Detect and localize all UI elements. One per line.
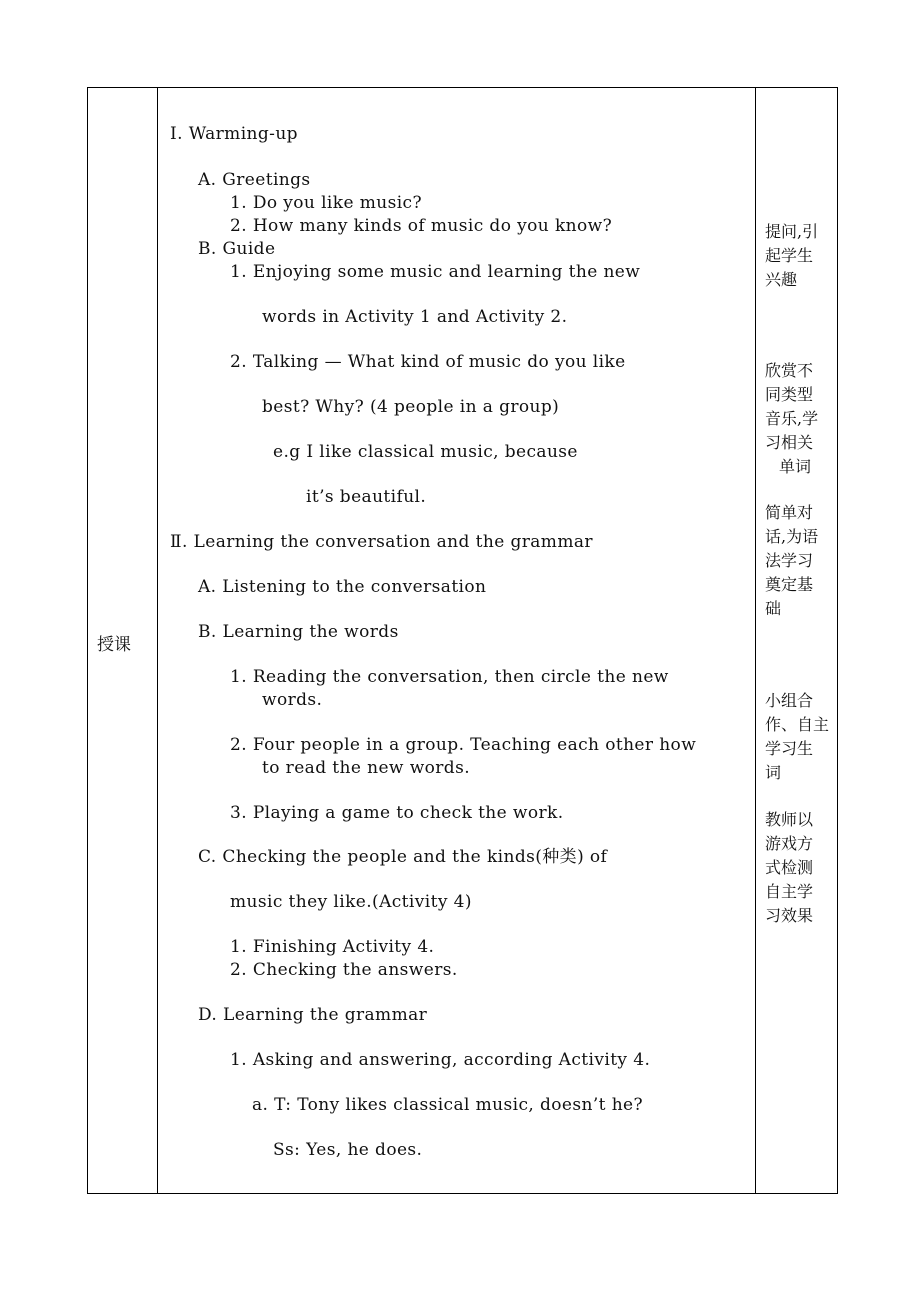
- subsection-heading: A. Greetings: [198, 170, 311, 190]
- subsection-heading: A. Listening to the conversation: [198, 577, 487, 597]
- subsection-continuation: music they like.(Activity 4): [230, 892, 472, 912]
- list-item: 2. Checking the answers.: [230, 960, 458, 980]
- list-item: 1. Do you like music?: [230, 193, 422, 213]
- list-item: 1. Reading the conversation, then circle the new: [230, 667, 669, 687]
- list-item-continuation: to read the new words.: [262, 758, 471, 778]
- subsection-heading: C. Checking the people and the kinds(种类) of: [198, 847, 608, 867]
- list-item-continuation: best? Why? (4 people in a group): [262, 397, 560, 417]
- example-line: e.g I like classical music, because: [273, 442, 578, 462]
- row-label: 授课: [97, 635, 131, 655]
- list-item: 3. Playing a game to check the work.: [230, 803, 564, 823]
- list-item: 1. Enjoying some music and learning the new: [230, 262, 641, 282]
- list-item: 2. Talking — What kind of music do you like: [230, 352, 626, 372]
- teaching-note: 简单对 话,为语 法学习 奠定基 础: [765, 503, 819, 618]
- subsection-heading: B. Learning the words: [198, 622, 399, 642]
- column-divider-right: [755, 88, 756, 1193]
- section-heading: Ⅱ. Learning the conversation and the grammar: [170, 532, 593, 552]
- teaching-note: 提问,引 起学生 兴趣: [765, 222, 819, 289]
- list-item-continuation: words.: [262, 690, 323, 710]
- section-heading: Ⅰ. Warming-up: [170, 124, 298, 144]
- list-item: 1. Asking and answering, according Activity 4.: [230, 1050, 651, 1070]
- list-item: 1. Finishing Activity 4.: [230, 937, 435, 957]
- teaching-note: 欣赏不 同类型 音乐,学 习相关 单词: [765, 361, 819, 476]
- dialogue-line: Ss: Yes, he does.: [273, 1140, 423, 1160]
- teaching-note: 小组合 作、自主 学习生 词: [765, 691, 830, 782]
- column-divider-left: [157, 88, 158, 1193]
- teaching-note: 教师以 游戏方 式检测 自主学 习效果: [765, 810, 814, 925]
- list-item-continuation: words in Activity 1 and Activity 2.: [262, 307, 568, 327]
- subsection-heading: B. Guide: [198, 239, 276, 259]
- subsection-heading: D. Learning the grammar: [198, 1005, 428, 1025]
- dialogue-line: a. T: Tony likes classical music, doesn’t he?: [252, 1095, 644, 1115]
- list-item: 2. How many kinds of music do you know?: [230, 216, 613, 236]
- example-line: it’s beautiful.: [306, 487, 427, 507]
- list-item: 2. Four people in a group. Teaching each other how: [230, 735, 697, 755]
